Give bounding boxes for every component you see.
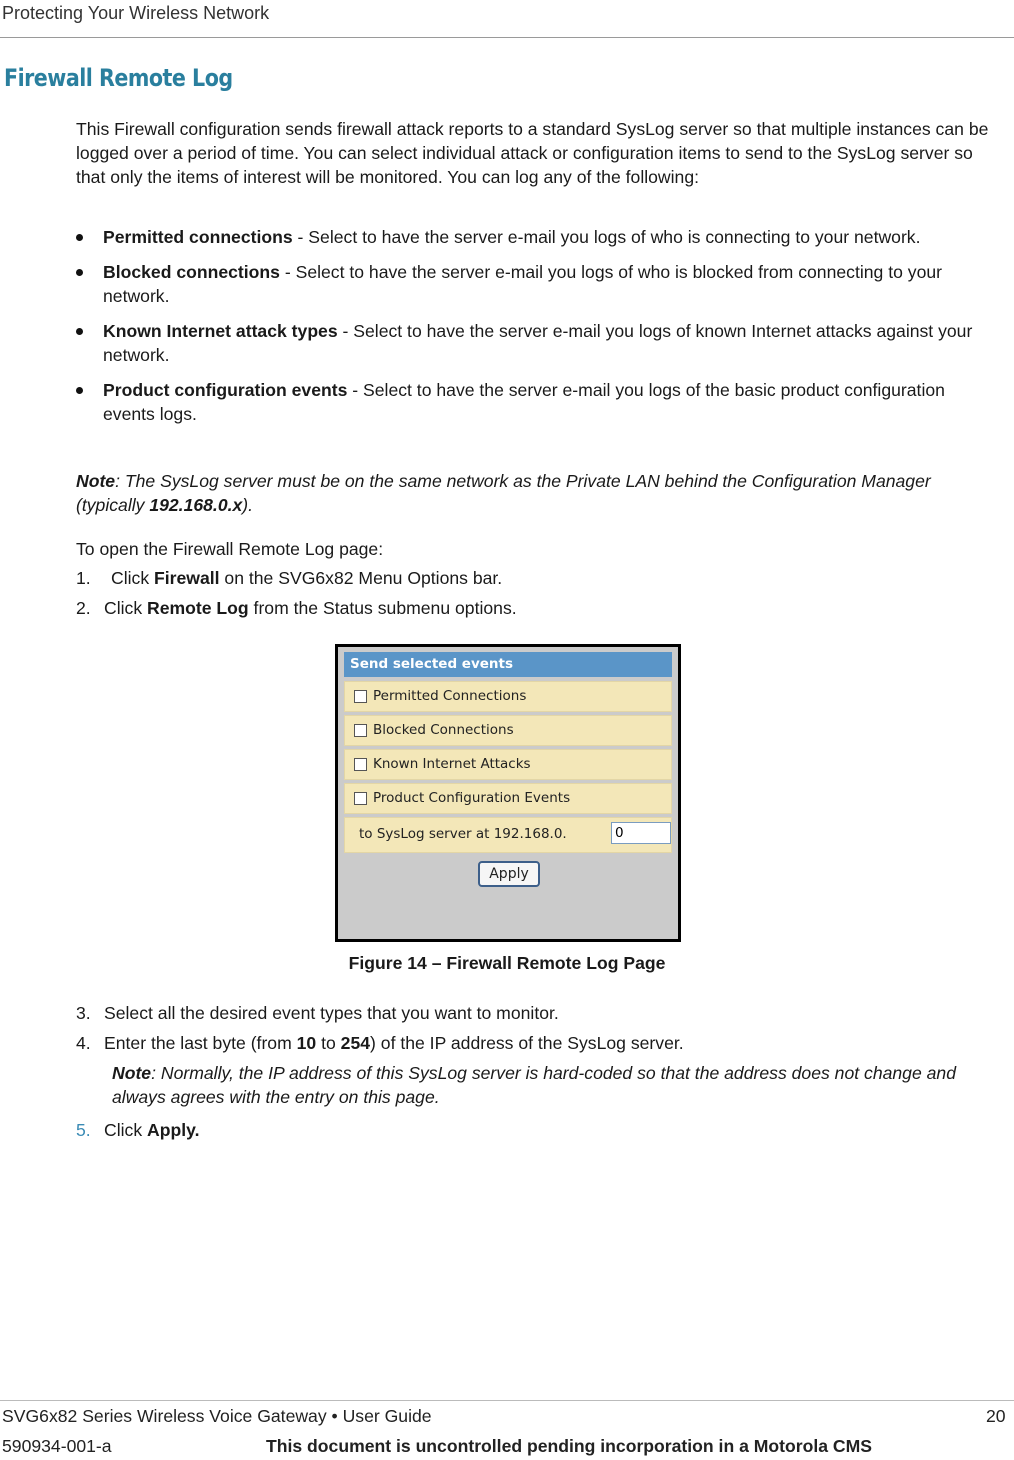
footer-guide: SVG6x82 Series Wireless Voice Gateway • User Guide (2, 1406, 432, 1426)
step-number: 3. (76, 1003, 91, 1023)
step-text: Click Remote Log from the Status submenu options. (104, 598, 517, 618)
option-row[interactable] (344, 715, 672, 746)
footer-notice: This document is uncontrolled pending incorporation in a Motorola CMS (266, 1436, 873, 1456)
figure-caption: Figure 14 – Firewall Remote Log Page (348, 953, 666, 973)
send-events-header: Send selected events (344, 652, 672, 677)
bullet-desc: - Select to have the server e-mail you logs of the basic product configuration events logs. (103, 380, 945, 424)
list-item (76, 319, 996, 367)
syslog-row (344, 817, 672, 853)
bullet-term: Product configuration events (103, 380, 348, 400)
section-title: Firewall Remote Log (4, 64, 233, 92)
option-row[interactable] (344, 681, 672, 712)
log-options-list (76, 225, 996, 437)
remote-log-screenshot (335, 644, 681, 942)
page-number: 20 (986, 1406, 1006, 1426)
apply-button[interactable]: Apply (478, 861, 540, 887)
header-title: Protecting Your Wireless Network (2, 3, 270, 23)
step-text: Enter the last byte (from 10 to 254) of the IP address of the SysLog server. (104, 1033, 684, 1053)
bullet-icon (76, 269, 83, 276)
syslog-ip-input[interactable] (611, 822, 671, 844)
checkbox-icon[interactable] (354, 758, 367, 771)
note-ip: 192.168.0.x (149, 495, 243, 515)
footer-divider (0, 1400, 1014, 1401)
list-item (76, 225, 996, 249)
note-text: : Normally, the IP address of this SysLog server is hard-coded so that the address does not change and always agrees with the entry on this page. (112, 1063, 956, 1107)
step-number: 1. (76, 568, 91, 588)
bullet-icon (76, 328, 83, 335)
note-text: : The SysLog server must be on the same network as the Private LAN behind the Configuration Manager (typically (76, 471, 931, 515)
bullet-term: Blocked connections (103, 262, 280, 282)
step-text: Click Apply. (104, 1120, 200, 1140)
bullet-desc: - Select to have the server e-mail you logs of who is connecting to your network. (292, 227, 921, 247)
option-label: Permitted Connections (373, 688, 527, 704)
step-number: 2. (76, 598, 91, 618)
syslog-label: to SysLog server at 192.168.0. (359, 826, 567, 842)
checkbox-icon[interactable] (354, 690, 367, 703)
page-header (0, 0, 1014, 38)
open-instructions: To open the Firewall Remote Log page: (76, 539, 384, 559)
option-label: Product Configuration Events (373, 790, 571, 806)
bullet-desc: - Select to have the server e-mail you logs of who is blocked from connecting to your network. (103, 262, 942, 306)
bullet-icon (76, 387, 83, 394)
step-text: Select all the desired event types that you want to monitor. (104, 1003, 559, 1023)
bullet-desc: - Select to have the server e-mail you logs of known Internet attacks against your network. (103, 321, 973, 365)
checkbox-icon[interactable] (354, 792, 367, 805)
note-label: Note (112, 1063, 152, 1083)
intro-paragraph: This Firewall configuration sends firewall attack reports to a standard SysLog server so that multiple instances can be logged over a period of time. You can select individual attack or configuration items to send to the SysLog server so that only the items of interest will be monitored. You can log any of the following: (76, 119, 989, 187)
bullet-term: Permitted connections (103, 227, 293, 247)
note-label: Note (76, 471, 116, 491)
list-item (76, 378, 996, 426)
step-text: Click Firewall on the SVG6x82 Menu Options bar. (111, 568, 503, 588)
network-note (76, 469, 996, 517)
footer-docnum: 590934-001-a (2, 1436, 112, 1456)
note-end: ). (242, 495, 254, 515)
bullet-term: Known Internet attack types (103, 321, 338, 341)
checkbox-icon[interactable] (354, 724, 367, 737)
step-number: 5. (76, 1120, 91, 1140)
bullet-icon (76, 234, 83, 241)
list-item (76, 260, 996, 308)
option-row[interactable] (344, 749, 672, 780)
ip-note (112, 1061, 992, 1109)
option-label: Blocked Connections (373, 722, 514, 738)
option-row[interactable] (344, 783, 672, 814)
option-label: Known Internet Attacks (373, 756, 531, 772)
step-number: 4. (76, 1033, 91, 1053)
